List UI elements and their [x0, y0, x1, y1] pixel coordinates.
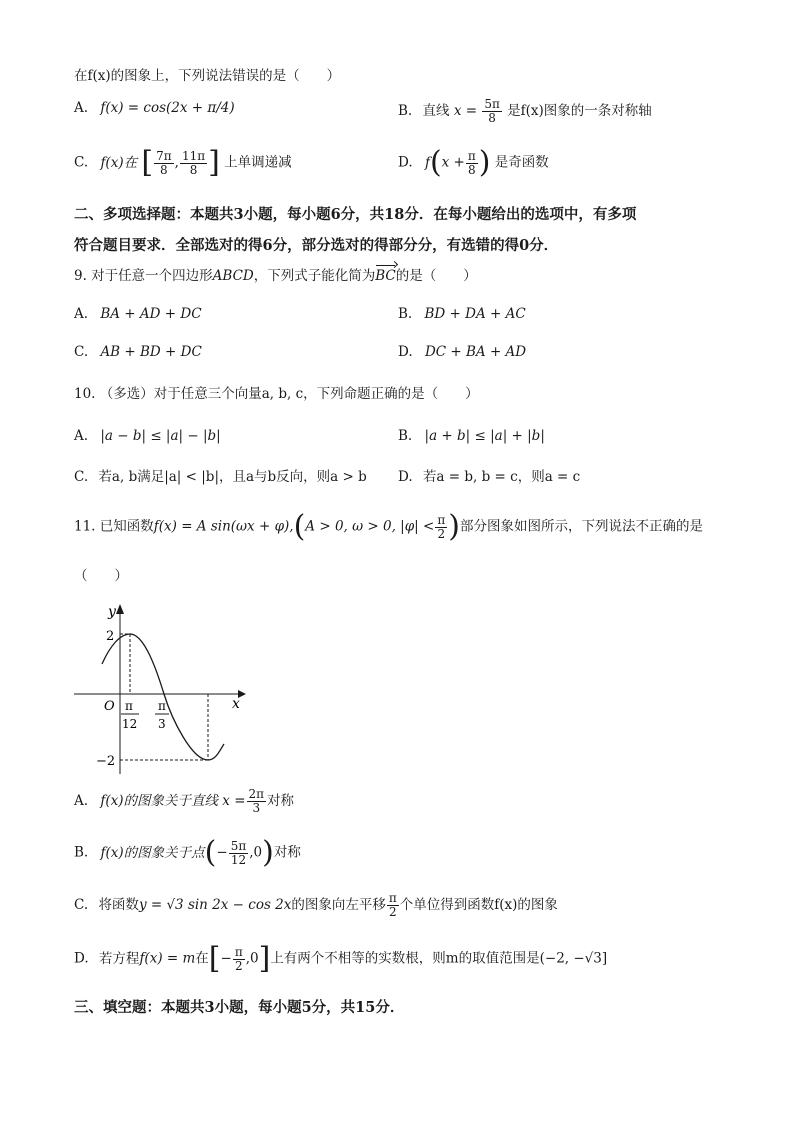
y-min-label: −2	[96, 754, 116, 769]
q10-b-label: B.	[398, 428, 413, 444]
q11-c-fraction: $\frac{\pi}{2}$	[388, 891, 397, 919]
q11-c-mid: 的图象向左平移	[291, 897, 386, 913]
q9-stem-mid: ，下列式子能化简为	[253, 268, 376, 284]
q9-a-label: A.	[74, 306, 89, 322]
q11-d-left-bracket: [	[208, 941, 221, 976]
q9-stem-quad: ABCD	[212, 268, 254, 284]
q9-d-label: D.	[398, 344, 413, 360]
q8-option-c[interactable]: C. f(x)在 [ $\frac{7\pi}{8}$ , $\frac{11\pi}{8}$ ] 上单调递减	[74, 145, 292, 180]
q8-a-label: A.	[74, 100, 89, 116]
q11-b-pre: f(x)的图象关于点	[100, 844, 205, 861]
q9-stem	[74, 266, 477, 286]
q8-stem: 在f(x)的图象上，下列说法错误的是（ ）	[74, 68, 341, 84]
q11-d-fraction: $\frac{\pi}{2}$	[234, 944, 243, 973]
q10-a-expr: |a − b| ≤ |a| − |b|	[100, 428, 221, 444]
q11-stem-func: f(x) = A sin(ωx + φ),	[153, 518, 294, 535]
y-max-label: 2	[106, 629, 115, 644]
q10-d-expr: 若a = b, b = c，则a = c	[422, 469, 581, 485]
q11-option-d[interactable]: D. 若方程f(x) = m在[− $\frac{\pi}{2}$ ,0]上有两个不相等的实数根，则m的取值范围是(−2, −√3]	[74, 941, 608, 976]
q11-c-func: y = √3 sin 2x − cos 2x	[138, 897, 292, 913]
x-tick-2-numerator: π	[158, 699, 166, 713]
q10-option-d[interactable]	[398, 467, 580, 487]
q11-d-pre: 若方程	[98, 950, 140, 967]
q9-option-b[interactable]	[398, 304, 526, 324]
q11-d-eq: f(x) = m	[139, 950, 196, 967]
q9-stem-pre: 9. 对于任意一个四边形	[74, 268, 213, 284]
q8-c-fraction-1: $\frac{7\pi}{8}$	[156, 148, 172, 177]
q8-d-right-paren: )	[478, 145, 491, 180]
q11-c-pre: 将函数	[98, 897, 139, 913]
y-axis-label: y	[108, 604, 116, 620]
q10-a-label: A.	[74, 428, 89, 444]
q11-d-right-bracket: ]	[258, 941, 271, 976]
q11-d-range: (−2, −√3]	[539, 950, 608, 967]
q8-d-pre: f	[424, 154, 430, 171]
q11-stem-fraction: $\frac{\pi}{2}$	[437, 512, 446, 541]
x-tick-2-denominator: 3	[158, 717, 166, 731]
q9-option-a[interactable]	[74, 304, 202, 324]
q10-c-expr: 若a, b满足|a| < |b|，且a与b反向，则a > b	[98, 469, 367, 485]
q11-c-label: C.	[74, 897, 89, 913]
q11-b-label: B.	[74, 844, 89, 861]
q8-b-pre: 直线	[422, 103, 450, 119]
q8-c-fraction-2: $\frac{11\pi}{8}$	[181, 148, 206, 177]
q10-stem: 10. （多选）对于任意三个向量a, b, c，下列命题正确的是（ ）	[74, 386, 479, 402]
x-tick-1-numerator: π	[125, 699, 133, 713]
origin-label: O	[104, 699, 115, 714]
x-axis-label: x	[232, 696, 240, 712]
q11-b-fraction: $\frac{5\pi}{12}$	[230, 838, 247, 867]
q9-stem-post: 的是（ ）	[395, 268, 477, 284]
q8-c-post: 上单调递减	[224, 154, 292, 171]
q8-c-label: C.	[74, 154, 89, 171]
q11-a-label: A.	[74, 793, 89, 809]
q11-b-post: 对称	[273, 844, 301, 861]
q8-b-fraction: $\frac{5\pi}{8}$	[484, 97, 500, 125]
q11-d-mid: 在	[195, 950, 209, 967]
q11-d-label: D.	[74, 950, 89, 967]
q8-option-a[interactable]	[74, 98, 235, 118]
y-axis-arrow-icon	[116, 604, 124, 614]
q11-option-c[interactable]	[74, 892, 558, 919]
q10-b-expr: |a + b| ≤ |a| + |b|	[424, 428, 545, 444]
q11-b-left-paren: (	[204, 835, 217, 870]
q10-option-b[interactable]	[398, 426, 545, 446]
q10-option-c[interactable]	[74, 467, 367, 487]
q11-stem-pre: 11. 已知函数	[74, 518, 154, 535]
section2-line1: 二、多项选择题：本题共3小题，每小题6分，共18分．在每小题给出的选项中，有多项	[74, 206, 637, 223]
q11-d-post: 上有两个不相等的实数根，则m的取值范围是	[270, 950, 540, 967]
q11-cond-left-paren: (	[293, 509, 306, 544]
q8-d-fraction: $\frac{\pi}{8}$	[467, 148, 476, 177]
section3-line1: 三、填空题：本题共3小题，每小题5分，共15分．	[74, 999, 405, 1016]
q9-a-expr: BA + AD + DC	[100, 306, 202, 322]
q11-cond-right-paren: )	[448, 509, 460, 544]
q9-stem-vector: BC	[375, 268, 396, 284]
q8-c-right-bracket: ]	[208, 145, 220, 180]
q10-option-a[interactable]	[74, 426, 221, 446]
q10-c-label: C.	[74, 469, 89, 485]
q8-option-b[interactable]	[398, 98, 652, 125]
q9-b-label: B.	[398, 306, 413, 322]
q8-b-label: B.	[398, 103, 413, 119]
q8-c-left-bracket: [	[141, 145, 154, 180]
q11-c-post: 个单位得到函数f(x)的图象	[399, 897, 558, 913]
q9-option-c[interactable]	[74, 342, 202, 362]
q9-c-expr: AB + BD + DC	[100, 344, 202, 360]
q11-stem	[74, 509, 703, 544]
q11-option-b[interactable]: B. f(x)的图象关于点(− $\frac{5\pi}{12}$ ,0)对称	[74, 835, 301, 870]
q8-d-label: D.	[398, 154, 413, 171]
x-tick-1-denominator: 12	[122, 717, 138, 731]
q11-a-fraction: $\frac{2\pi}{3}$	[248, 787, 265, 815]
q11-stem-cond: A > 0, ω > 0, |φ| <	[305, 518, 435, 535]
q8-b-post: 是f(x)图象的一条对称轴	[507, 103, 652, 119]
q9-c-label: C.	[74, 344, 89, 360]
q9-b-expr: BD + DA + AC	[424, 306, 526, 322]
q8-b-eq: x =	[453, 103, 478, 119]
q9-d-expr: DC + BA + AD	[424, 344, 527, 360]
q8-d-left-paren: (	[429, 145, 442, 180]
q11-answer-blank: （ ）	[74, 568, 128, 584]
q8-d-var: x +	[441, 154, 465, 171]
q9-option-d[interactable]	[398, 342, 526, 362]
q8-a-expr: f(x) = cos(2x + π/4)	[100, 100, 235, 116]
q8-c-pre: f(x)在	[100, 154, 138, 171]
q8-option-d[interactable]	[398, 145, 549, 180]
q11-b-right-paren: )	[262, 835, 274, 870]
section2-line2: 符合题目要求．全部选对的得6分，部分选对的得部分分，有选错的得0分．	[74, 237, 559, 254]
q11-stem-post: 部分图象如图所示，下列说法不正确的是	[459, 518, 703, 535]
q11-function-graph	[68, 598, 248, 778]
q11-a-eq: x =	[222, 793, 246, 809]
q11-option-a[interactable]	[74, 788, 294, 815]
q8-d-post: 是奇函数	[494, 154, 549, 171]
q10-d-label: D.	[398, 469, 413, 485]
q11-a-pre: f(x)的图象关于直线	[100, 793, 218, 809]
q11-a-post: 对称	[267, 793, 295, 809]
